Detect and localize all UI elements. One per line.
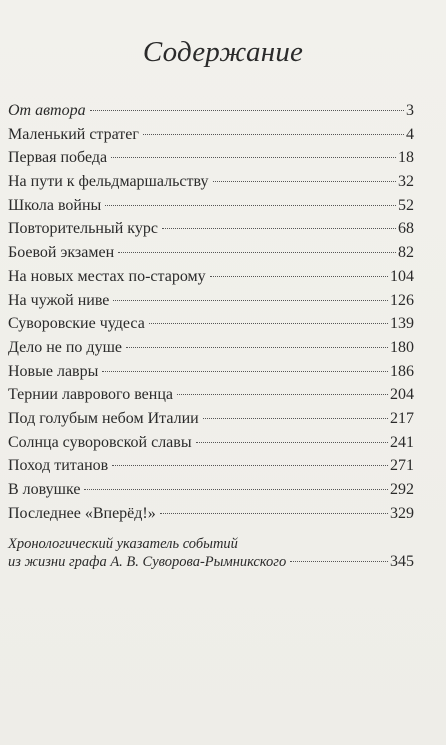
toc-entry-label: Первая победа: [8, 149, 108, 167]
toc-entry: [8, 172, 414, 196]
toc-entry: [8, 148, 414, 172]
table-of-contents: [8, 101, 414, 527]
toc-entry-label: На пути к фельдмаршальству: [8, 173, 209, 191]
toc-entry-label: В ловушке: [8, 481, 81, 498]
toc-entry-page-number: 186: [390, 362, 414, 380]
toc-entry-page-number: 204: [390, 386, 414, 404]
toc-entry-label: Боевой экзамен: [8, 244, 115, 262]
toc-entry-page-number: 241: [390, 433, 414, 451]
toc-entry: [8, 196, 414, 220]
toc-entry-label: На новых местах по-старому: [8, 267, 206, 285]
toc-entry-page-number: 292: [390, 481, 414, 498]
toc-entry: [8, 456, 414, 480]
toc-entry-label-line1: Хронологический указатель событий: [8, 536, 238, 552]
toc-entry-page-number: 32: [398, 173, 414, 191]
dot-leader: [149, 323, 388, 324]
toc-entry: [8, 385, 414, 409]
toc-entry-page-number: 139: [390, 315, 414, 333]
toc-entry: [8, 504, 414, 528]
toc-entry: [8, 362, 414, 386]
toc-entry-row: [8, 553, 414, 571]
dot-leader: [203, 418, 388, 419]
dot-leader: [112, 465, 388, 466]
dot-leader: [118, 252, 396, 253]
dot-leader: [113, 300, 388, 301]
toc-entry-page-number: 345: [390, 553, 414, 570]
dot-leader: [105, 205, 396, 206]
dot-leader: [162, 228, 396, 229]
toc-entry-label: Под голубым небом Италии: [8, 409, 199, 427]
dot-leader: [196, 442, 388, 443]
toc-entry-label: От автора: [8, 102, 86, 119]
dot-leader: [213, 181, 397, 182]
dot-leader: [111, 157, 396, 158]
toc-entry: [8, 409, 414, 433]
toc-entry-page-number: 18: [398, 149, 414, 167]
dot-leader: [177, 394, 388, 395]
toc-entry-page-number: 3: [406, 102, 414, 119]
dot-leader: [160, 513, 388, 514]
toc-entry: [8, 125, 414, 149]
toc-entry-label: Дело не по душе: [8, 338, 122, 356]
dot-leader: [126, 347, 388, 348]
toc-entry-page-number: 126: [390, 291, 414, 309]
toc-entry-label: Школа войны: [8, 196, 102, 214]
dot-leader: [143, 134, 404, 135]
dot-leader: [84, 489, 388, 490]
toc-entry-page-number: 217: [390, 409, 414, 427]
toc-entry-chronology: [8, 535, 414, 571]
toc-entry: [8, 480, 414, 504]
toc-entry-label: Последнее «Вперёд!»: [8, 504, 156, 522]
toc-entry-page-number: 180: [390, 338, 414, 356]
toc-entry: [8, 291, 414, 315]
toc-entry-label: Маленький стратег: [8, 125, 139, 143]
dot-leader: [102, 371, 388, 372]
toc-entry: [8, 101, 414, 125]
dot-leader: [210, 276, 388, 277]
toc-entry-page-number: 52: [398, 196, 414, 214]
toc-entry-page-number: 4: [406, 125, 414, 143]
toc-entry-label: Суворовские чудеса: [8, 315, 145, 333]
toc-entry-page-number: 329: [390, 504, 414, 522]
dot-leader: [90, 110, 404, 111]
dot-leader: [290, 561, 388, 562]
toc-entry: [8, 338, 414, 362]
toc-entry-page-number: 82: [398, 244, 414, 262]
toc-entry-page-number: 271: [390, 457, 414, 475]
toc-entry-page-number: 104: [390, 267, 414, 285]
toc-entry: [8, 314, 414, 338]
toc-entry: [8, 433, 414, 457]
toc-entry-label: Солнца суворовской славы: [8, 433, 192, 451]
toc-entry-label: Тернии лаврового венца: [8, 386, 173, 404]
toc-entry-label: Новые лавры: [8, 362, 99, 380]
toc-entry-label: Повторительный курс: [8, 220, 158, 238]
toc-entry: [8, 243, 414, 267]
toc-entry: [8, 267, 414, 291]
toc-entry-label-line2: из жизни графа А. В. Суворова-Рымникского: [8, 554, 287, 570]
page-title: Содержание: [142, 36, 304, 68]
toc-entry: [8, 219, 414, 243]
toc-entry-label: На чужой ниве: [8, 291, 110, 309]
toc-entry-label: Поход титанов: [8, 457, 109, 475]
toc-entry-page-number: 68: [398, 220, 414, 238]
